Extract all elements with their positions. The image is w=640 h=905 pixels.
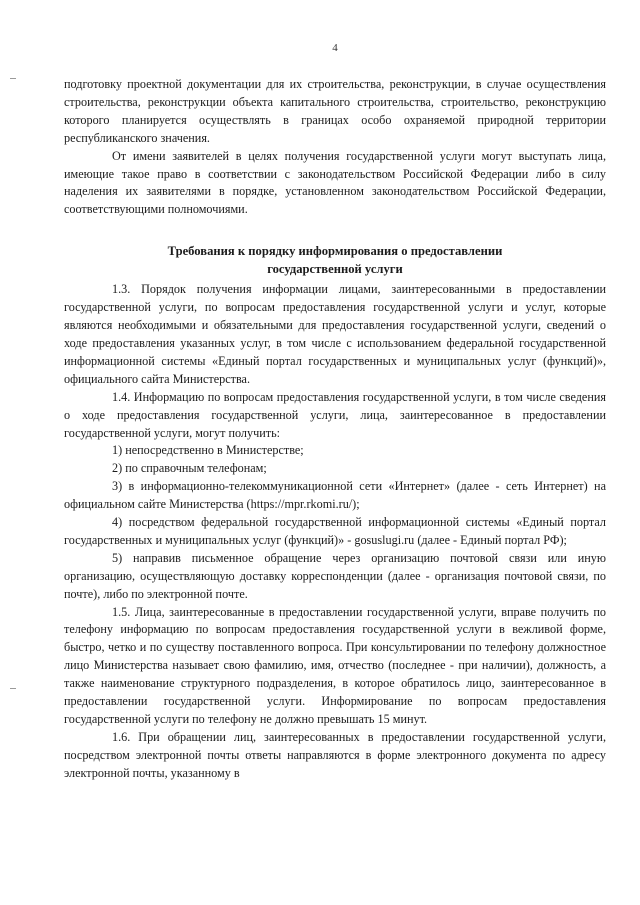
paragraph: 1.3. Порядок получения информации лицами, заинтересованными в предоставлении государственной услуги, по вопросам предоставления государственной услуги и услуг, которые являются необходимыми и обязательными для предоставления государственной услуги, сведений о ходе предоставления указанных услуг, в том числе с использованием федеральной государственной информационной системы «Единый портал государственных и муниципальных услуг (функций)», официального сайта Министерства. bbox=[64, 282, 606, 386]
list-item: 5) направив письменное обращение через организацию почтовой связи или иную организацию, осуществляющую доставку корреспонденции (далее - организация почтовой связи, по почте), либо по электронной почте. bbox=[64, 550, 606, 601]
list-item: 1) непосредственно в Министерстве; bbox=[112, 443, 304, 458]
list-item: 4) посредством федеральной государственной информационной системы «Единый портал государственных и муниципальных услуг (функций)» - gosuslugi.ru (далее - Единый портал РФ); bbox=[64, 515, 606, 547]
margin-mark bbox=[10, 78, 16, 79]
section-heading-line: государственной услуги bbox=[267, 261, 403, 276]
section-heading-line: Требования к порядку информирования о предоставлении bbox=[167, 244, 503, 259]
list-item: 3) в информационно-телекоммуникационной сети «Интернет» (далее - сеть Интернет) на официальном сайте Министерства (https://mpr.rkomi.ru/); bbox=[64, 479, 606, 512]
text-block-top bbox=[64, 76, 606, 219]
paragraph: 1.4. Информацию по вопросам предоставления государственной услуги, в том числе сведения о ходе предоставления государственной услуги, лица, заинтересованное в предоставлении государственной услуги, могут получить: bbox=[64, 389, 606, 440]
paragraph: подготовку проектной документации для их строительства, реконструкции, в случае осуществления строительства, реконструкции объекта капитального строительства, строительство, реконструкцию которого планируется осуществлять в границах особо охраняемой природной территории республиканского значения. bbox=[64, 77, 606, 145]
paragraph: 1.6. При обращении лиц, заинтересованных в предоставлении государственной услуги, посредством электронной почты ответы направляются в форме электронного документа по адресу электронной почты, указанному в bbox=[64, 729, 606, 780]
paragraph: От имени заявителей в целях получения государственной услуги могут выступать лица, имеющие такое право в соответствии с законодательством Российской Федерации либо в силу наделения их заявителями в порядке, установленном законодательством Российской Федерации, соответствующими полномочиями. bbox=[64, 148, 606, 217]
list-item: 2) по справочным телефонам; bbox=[112, 461, 267, 476]
margin-mark bbox=[10, 688, 16, 689]
paragraph: 1.5. Лица, заинтересованные в предоставлении государственной услуги, вправе получить по телефону информацию по вопросам предоставления государственной услуги в вежливой форме, быстро, четко и по существу поставленного вопроса. При консультировании по телефону должностное лицо Министерства называет свою фамилию, имя, отчество (последнее - при наличии), должность, а также наименование структурного подразделения, в которое обратилось лицо, заинтересованное в предоставлении государственной услуги. Информирование по вопросам предоставления государственной услуги по телефону не должно превышать 15 минут. bbox=[64, 604, 606, 726]
section-heading bbox=[84, 243, 586, 278]
text-block-main bbox=[64, 281, 606, 782]
page-number: 4 bbox=[332, 42, 338, 54]
